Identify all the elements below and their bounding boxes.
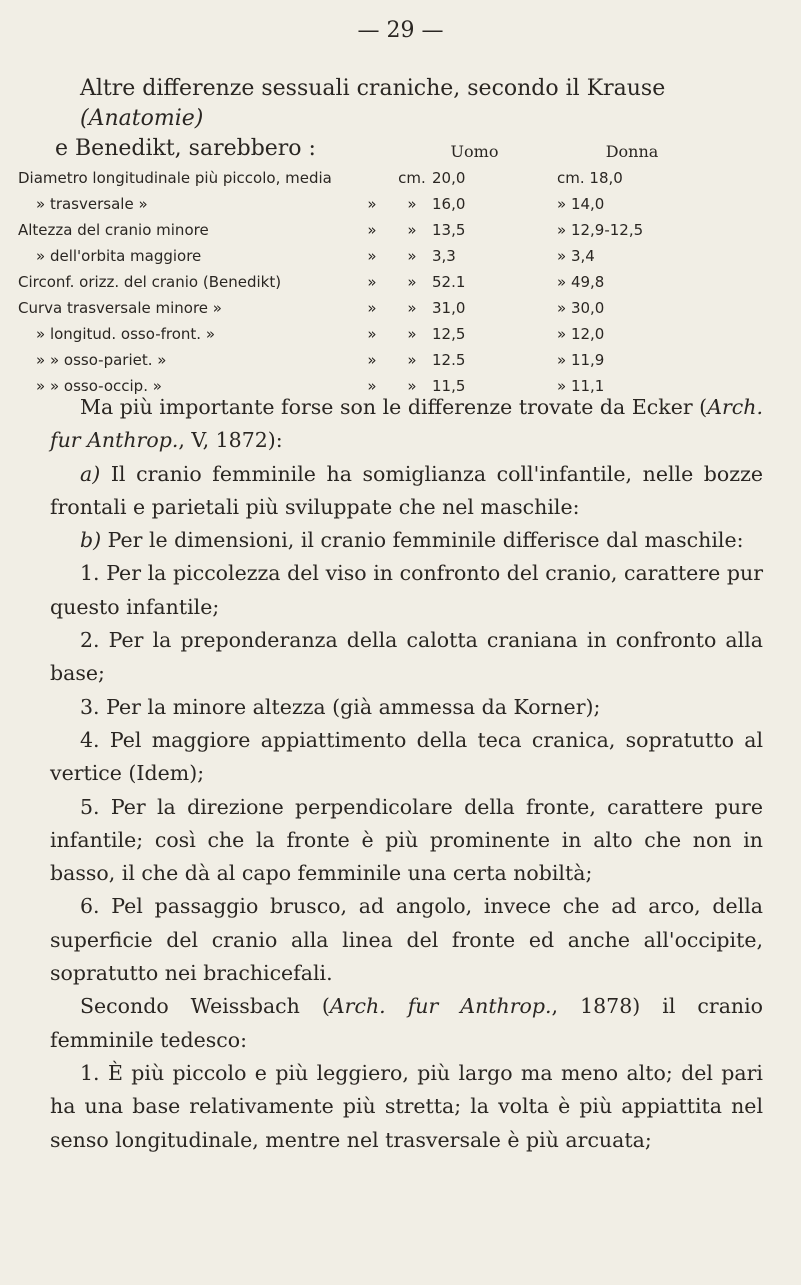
intro-citation: (Anatomie)	[80, 106, 204, 131]
ditto-mark: »	[367, 299, 377, 317]
value-uomo: 12,5	[432, 325, 466, 343]
list-marker: b)	[80, 528, 102, 553]
body-text	[50, 391, 763, 1157]
ditto-mark: »	[367, 351, 377, 369]
table-row	[18, 243, 707, 269]
list-item: 4. Pel maggiore appiattimento della teca cranica, sopratutto al vertice (Idem);	[50, 727, 763, 786]
row-label: » » osso-occip. »	[36, 377, 162, 395]
value-uomo: 12.5	[432, 351, 466, 369]
value-uomo: 13,5	[432, 221, 466, 239]
value-donna: cm. 18,0	[557, 169, 623, 187]
unit-mark: cm.	[398, 169, 426, 187]
list-item: 1. Per la piccolezza del viso in confronto del cranio, carattere pur questo infantile;	[50, 561, 763, 619]
paragraph-ecker: Ma più importante forse son le differenze trovate da Ecker (Arch. fur Anthrop., V, 1872):	[50, 395, 763, 453]
ditto-mark: »	[367, 377, 377, 395]
ditto-mark: »	[367, 195, 377, 213]
value-donna: » 12,0	[557, 325, 605, 343]
page-number: — 29 —	[357, 18, 444, 43]
paragraph-b: b) Per le dimensioni, il cranio femminile differisce dal maschile:	[80, 528, 744, 553]
header-donna: Donna	[605, 141, 659, 161]
ditto-mark: »	[407, 221, 417, 239]
value-donna: » 3,4	[557, 247, 595, 265]
value-donna: » 30,0	[557, 299, 605, 317]
table-row	[18, 269, 707, 295]
value-uomo: 52.1	[432, 273, 466, 291]
value-donna: » 11,9	[557, 351, 605, 369]
ditto-mark: »	[407, 247, 417, 265]
paragraph-weissbach: Secondo Weissbach (Arch. fur Anthrop., 1878) il cranio femminile tedesco:	[50, 994, 764, 1052]
ditto-mark: »	[367, 247, 377, 265]
value-donna: » 11,1	[557, 377, 605, 395]
list-item: 6. Pel passaggio brusco, ad angolo, invece che ad arco, della superficie del cranio alla linea del fronte ed anche all'occipite, sopratutto nei brachicefali.	[50, 894, 763, 986]
row-label: » dell'orbita maggiore	[36, 247, 202, 265]
row-label: Altezza del cranio minore	[18, 221, 209, 239]
table-row	[18, 321, 707, 347]
table-row	[18, 295, 707, 321]
row-label: » longitud. osso-front. »	[36, 325, 216, 343]
citation: Arch. fur Anthrop.	[329, 994, 552, 1019]
header-uomo: Uomo	[450, 141, 499, 161]
row-label: » » osso-pariet. »	[36, 351, 167, 369]
list-item: 5. Per la direzione perpendicolare della fronte, carattere pure infantile; così che la fronte è più prominente in alto che non in basso, il che dà al capo femminile una certa nobiltà;	[50, 794, 763, 886]
row-label: » trasversale »	[36, 195, 148, 213]
list-item: 3. Per la minore altezza (già ammessa da Korner);	[80, 694, 601, 719]
ditto-mark: »	[367, 325, 377, 343]
ditto-mark: »	[407, 351, 417, 369]
table-header-row	[18, 137, 707, 165]
intro-text-plain: Altre differenze sessuali craniche, secondo il Krause	[80, 76, 666, 101]
ditto-mark: »	[367, 221, 377, 239]
table-row	[18, 165, 707, 191]
ditto-mark: »	[407, 273, 417, 291]
value-uomo: 16,0	[432, 195, 466, 213]
ditto-mark: »	[407, 299, 417, 317]
row-label: Circonf. orizz. del cranio (Benedikt)	[18, 273, 282, 291]
table-row	[18, 217, 707, 243]
row-label: Diametro longitudinale più piccolo, media	[18, 169, 332, 187]
value-donna: » 14,0	[557, 195, 605, 213]
ditto-mark	[352, 165, 392, 191]
intro-line-1	[50, 74, 760, 134]
value-uomo: 11,5	[432, 377, 466, 395]
paragraph-a: a) Il cranio femminile ha somiglianza coll'infantile, nelle bozze frontali e parietali più sviluppate che nel maschile:	[50, 461, 763, 519]
citation: Arch. fur Anthrop.	[50, 395, 763, 453]
value-uomo: 3,3	[432, 247, 456, 265]
ditto-mark: »	[407, 377, 417, 395]
table-row	[18, 347, 707, 373]
list-marker: a)	[80, 461, 101, 486]
list-item: 1. È più piccolo e più leggiero, più largo ma meno alto; del pari ha una base relativamente più stretta; la volta è più appiattita nel senso longitudinale, mentre nel trasversale è più arcuata;	[50, 1060, 763, 1152]
measurements-table	[18, 137, 707, 399]
row-label: Curva trasversale minore »	[18, 299, 222, 317]
intro-line-2: e Benedikt, sarebbero :	[55, 136, 316, 161]
value-uomo: 31,0	[432, 299, 466, 317]
list-item: 2. Per la preponderanza della calotta craniana in confronto alla base;	[50, 628, 763, 686]
table-row	[18, 191, 707, 217]
ditto-mark: »	[407, 325, 417, 343]
value-uomo: 20,0	[432, 169, 466, 187]
value-donna: » 12,9-12,5	[557, 221, 644, 239]
ditto-mark: »	[367, 273, 377, 291]
ditto-mark: »	[407, 195, 417, 213]
value-donna: » 49,8	[557, 273, 605, 291]
